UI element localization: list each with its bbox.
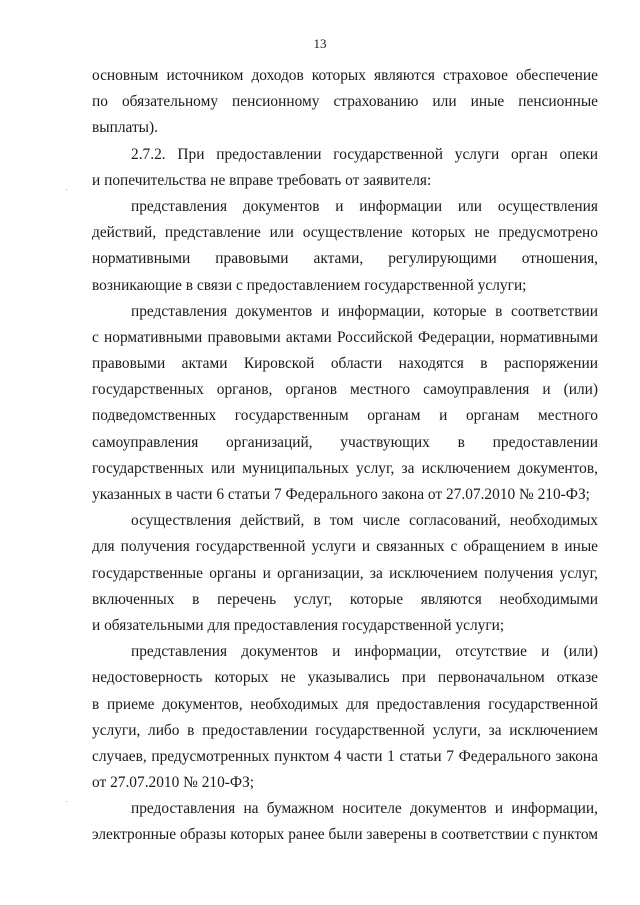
text-line: государственных или муниципальных услуг, за исключением документов, [92,459,598,477]
text-line: возникающие в связи с предоставлением государственной услуги; [92,276,527,294]
text-line: 2.7.2. При предоставлении государственной услуги орган опеки [131,145,598,163]
text-line: нормативными правовыми актами, регулирующими отношения, [92,250,598,268]
text-line: выплаты). [92,119,158,137]
text-line: и попечительства не вправе требовать от заявителя: [92,171,432,189]
text-line: правовыми актами Кировской области находятся в распоряжении [92,355,598,373]
paragraph [92,63,598,142]
paragraph [92,508,598,639]
text-line: для получения государственной услуги и связанных с обращением в иные [92,538,598,556]
text-line: предоставления на бумажном носителе документов и информации, [131,800,598,818]
paragraph [92,142,598,194]
text-line: по обязательному пенсионному страхованию или иные пенсионные [92,93,598,111]
text-line: государственных органов, органов местного самоуправления и (или) [92,381,598,399]
text-line: случаев, предусмотренных пунктом 4 части 1 статьи 7 Федерального закона [92,747,598,765]
text-line: указанных в части 6 статьи 7 Федерального закона от 27.07.2010 № 210-ФЗ; [92,486,590,503]
text-line: самоуправления организаций, участвующих в предоставлении [92,433,598,451]
paragraph [92,299,598,509]
text-line: недостоверность которых не указывались при первоначальном отказе [92,669,598,687]
paragraph [92,639,598,796]
text-line: услуги, либо в предоставлении государственной услуги, за исключением [92,721,598,739]
text-line: с нормативными правовыми актами Российской Федерации, нормативными [92,328,598,346]
margin-dot [66,189,67,190]
text-line: представления документов и информации, отсутствие и (или) [131,643,598,661]
margin-dot [66,801,67,802]
text-line: подведомственных государственным органам и органам местного [92,407,598,425]
paragraph [92,194,598,299]
text-line: включенных в перечень услуг, которые являются необходимыми [92,590,598,608]
text-line: в приеме документов, необходимых для предоставления государственной [92,695,598,713]
text-line: представления документов и информации или осуществления [131,197,598,215]
text-line: основным источником доходов которых являются страховое обеспечение [92,67,598,84]
paragraph [92,796,598,848]
text-line: осуществления действий, в том числе согласований, необходимых [131,512,598,530]
text-line: действий, представление или осуществление которых не предусмотрено [92,224,598,242]
text-line: электронные образы которых ранее были заверены в соответствии с пунктом [92,826,598,844]
text-line: и обязательными для предоставления государственной услуги; [92,616,505,634]
text-line: представления документов и информации, которые в соответствии [131,302,598,320]
text-line: государственные органы и организации, за исключением получения услуг, [92,564,598,582]
document-body [92,63,598,849]
text-line: от 27.07.2010 № 210-ФЗ; [92,774,255,792]
page-number: 13 [313,36,327,51]
